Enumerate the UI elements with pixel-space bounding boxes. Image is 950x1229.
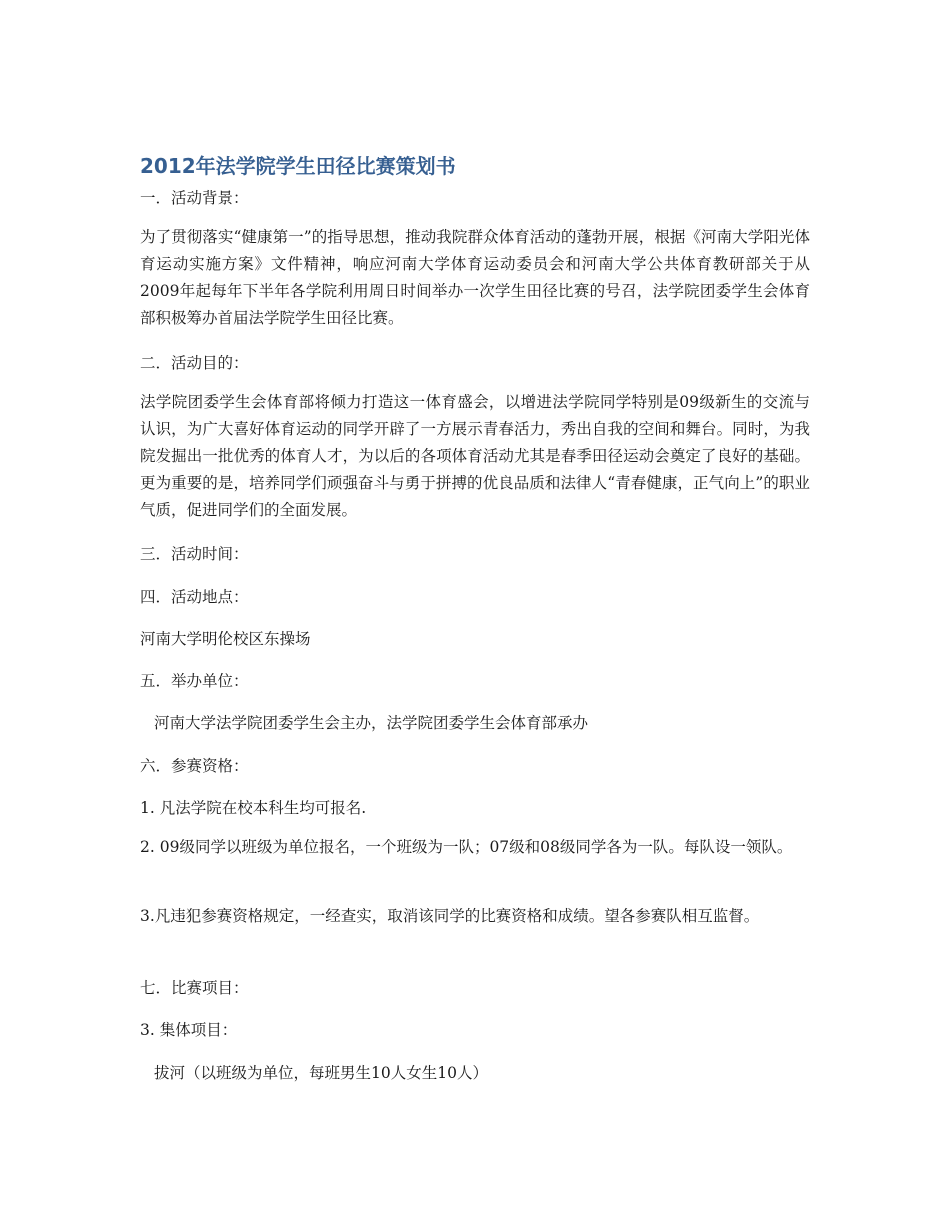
eligibility-item-1: 1. 凡法学院在校本科生均可报名.	[140, 799, 367, 817]
section-heading-background: 一．活动背景：	[140, 189, 249, 207]
eligibility-item-2: 2. 09级同学以班级为单位报名，一个班级为一队；07级和08级同学各为一队。每队设一领队。	[140, 838, 793, 856]
document-title: 2012年法学院学生田径比赛策划书	[140, 154, 456, 178]
events-item-3: 3. 集体项目：	[140, 1021, 238, 1039]
section-heading-events: 七．比赛项目：	[140, 979, 249, 997]
section-heading-location: 四．活动地点：	[140, 588, 249, 606]
document-page	[140, 0, 810, 1229]
section-body-location: 河南大学明伦校区东操场	[140, 630, 311, 648]
section-body-organizer: 河南大学法学院团委学生会主办，法学院团委学生会体育部承办	[154, 714, 589, 732]
section-heading-organizer: 五．举办单位：	[140, 672, 249, 690]
section-heading-purpose: 二．活动目的：	[140, 354, 249, 372]
section-body-background: 为了贯彻落实“健康第一”的指导思想，推动我院群众体育活动的蓬勃开展，根据《河南大学阳光体育运动实施方案》文件精神，响应河南大学体育运动委员会和河南大学公共体育教研部关于从2009年起每年下半年各学院利用周日时间举办一次学生田径比赛的号召，法学院团委学生会体育部积极筹办首届法学院学生田径比赛。	[140, 228, 810, 327]
eligibility-item-3: 3.凡违犯参赛资格规定，一经查实，取消该同学的比赛资格和成绩。望各参赛队相互监督。	[140, 907, 760, 925]
section-heading-time: 三．活动时间：	[140, 545, 249, 563]
section-body-purpose: 法学院团委学生会体育部将倾力打造这一体育盛会，以增进法学院同学特别是09级新生的交流与认识，为广大喜好体育运动的同学开辟了一方展示青春活力，秀出自我的空间和舞台。同时，为我院发掘出一批优秀的体育人才，为以后的各项体育活动尤其是春季田径运动会奠定了良好的基础。更为重要的是，培养同学们顽强奋斗与勇于拼搏的优良品质和法律人“青春健康，正气向上”的职业气质，促进同学们的全面发展。	[140, 393, 810, 519]
section-heading-eligibility: 六．参赛资格：	[140, 757, 249, 775]
events-item-3-body: 拔河（以班级为单位，每班男生10人女生10人）	[154, 1064, 488, 1082]
